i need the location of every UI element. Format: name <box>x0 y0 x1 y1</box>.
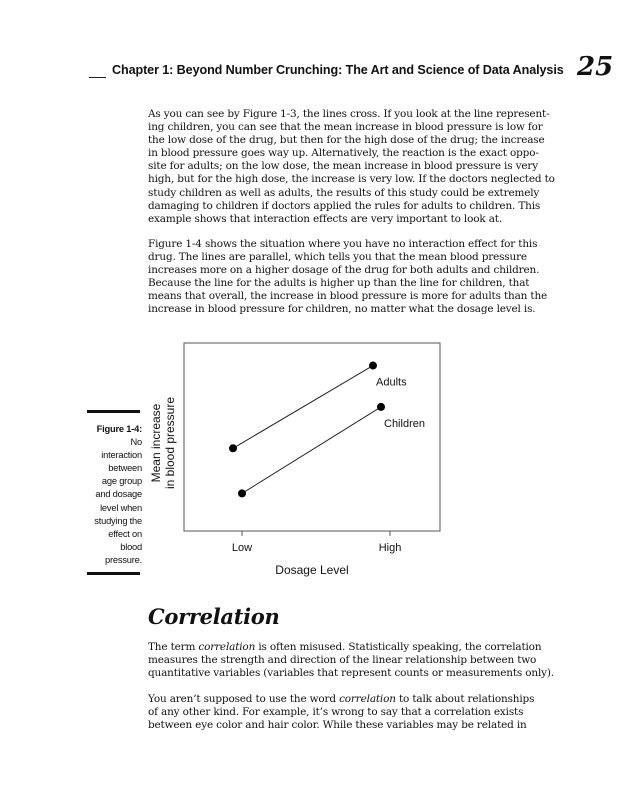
caption-line: between <box>108 463 142 474</box>
text-line <box>148 641 553 654</box>
text-line: Because the line for the adults is higher up than the line for children, that <box>148 277 530 290</box>
text-line: Figure 1-4 shows the situation where you have no interaction effect for this <box>148 238 538 250</box>
series-line-adults <box>233 366 373 449</box>
text-segment: is often misused. Statistically speaking, the correlation <box>255 641 542 653</box>
y-axis-label-line: in blood pressure <box>163 396 177 490</box>
text-line: damaging to children if doctors applied the rules for adults to children. This <box>148 199 541 212</box>
caption-line: blood <box>120 541 142 552</box>
text-line: means that overall, the increase in blood pressure is more for adults than the <box>148 290 548 303</box>
text-line: measures the strength and direction of the linear relationship between two <box>148 654 537 667</box>
paragraph-correlation-misuse <box>148 693 553 732</box>
text-line: study children as well as adults, the results of this study could be extremely <box>148 186 540 199</box>
emphasis-term: correlation <box>339 693 396 705</box>
x-tick-label-high: High <box>378 542 402 554</box>
page-number: 25 <box>577 52 614 82</box>
figure-label: Figure 1-4: <box>96 424 142 434</box>
series-label-children: Children <box>384 417 425 430</box>
text-segment: to talk about relationships <box>395 693 535 705</box>
caption-line: and dosage <box>95 489 142 500</box>
caption-line: level when <box>100 502 142 513</box>
plot-frame <box>184 343 440 531</box>
text-line: quantitative variables (variables that represent counts or measurements only). <box>148 667 554 680</box>
text-segment: The term <box>148 641 199 653</box>
text-line: drug. The lines are parallel, which tells you that the mean blood pressure <box>148 251 527 264</box>
text-line: between eye color and hair color. While these variables may be related in <box>148 719 527 732</box>
caption-line: studying the <box>94 515 142 526</box>
text-line: ing children, you can see that the mean increase in blood pressure is low for <box>148 121 543 134</box>
text-line: example shows that interaction effects are very important to look at. <box>148 212 503 225</box>
y-axis-label-line: Mean increase <box>149 403 163 483</box>
text-line: in blood pressure goes way up. Alternatively, the reaction is the exact oppo- <box>148 147 539 160</box>
text-line: increases more on a higher dosage of the drug for both adults and children. <box>148 264 540 277</box>
text-line <box>148 693 553 706</box>
section-heading: Correlation <box>148 604 280 629</box>
data-point-adults-high <box>369 362 377 370</box>
series-label-adults: Adults <box>376 376 407 389</box>
x-axis-label: Dosage Level <box>275 563 349 577</box>
caption-line: pressure. <box>105 554 142 565</box>
x-tick-label-low: Low <box>231 542 253 554</box>
data-point-children-low <box>238 489 246 497</box>
caption-line: interaction <box>101 450 142 461</box>
text-segment: You aren’t supposed to use the word <box>148 693 340 705</box>
y-axis-label <box>149 397 177 489</box>
text-line: the low dose of the drug, but then for the high dose of the drug; the increase <box>148 134 545 147</box>
emphasis-term: correlation <box>198 641 256 653</box>
series-line-children <box>242 407 381 493</box>
text-line: increase in blood pressure for children, no matter what the dosage level is. <box>148 303 536 316</box>
text-line: high, but for the high dose, the increase is very low. If the doctors neglected to <box>148 173 555 186</box>
data-point-adults-low <box>229 444 237 452</box>
text-line: As you can see by Figure 1-3, the lines cross. If you look at the line represent- <box>148 108 550 120</box>
data-point-children-high <box>377 403 385 411</box>
text-line: of any other kind. For example, it’s wrong to say that a correlation exists <box>148 706 524 719</box>
running-header-title: Chapter 1: Beyond Number Crunching: The Art and Science of Data Analysis <box>112 63 564 77</box>
paragraph-correlation-definition <box>148 641 553 680</box>
caption-line: effect on <box>108 528 142 539</box>
caption-line: No <box>130 437 142 448</box>
caption-line: age group <box>101 476 142 487</box>
text-line: site for adults; on the low dose, the mean increase in blood pressure is very <box>148 160 538 173</box>
